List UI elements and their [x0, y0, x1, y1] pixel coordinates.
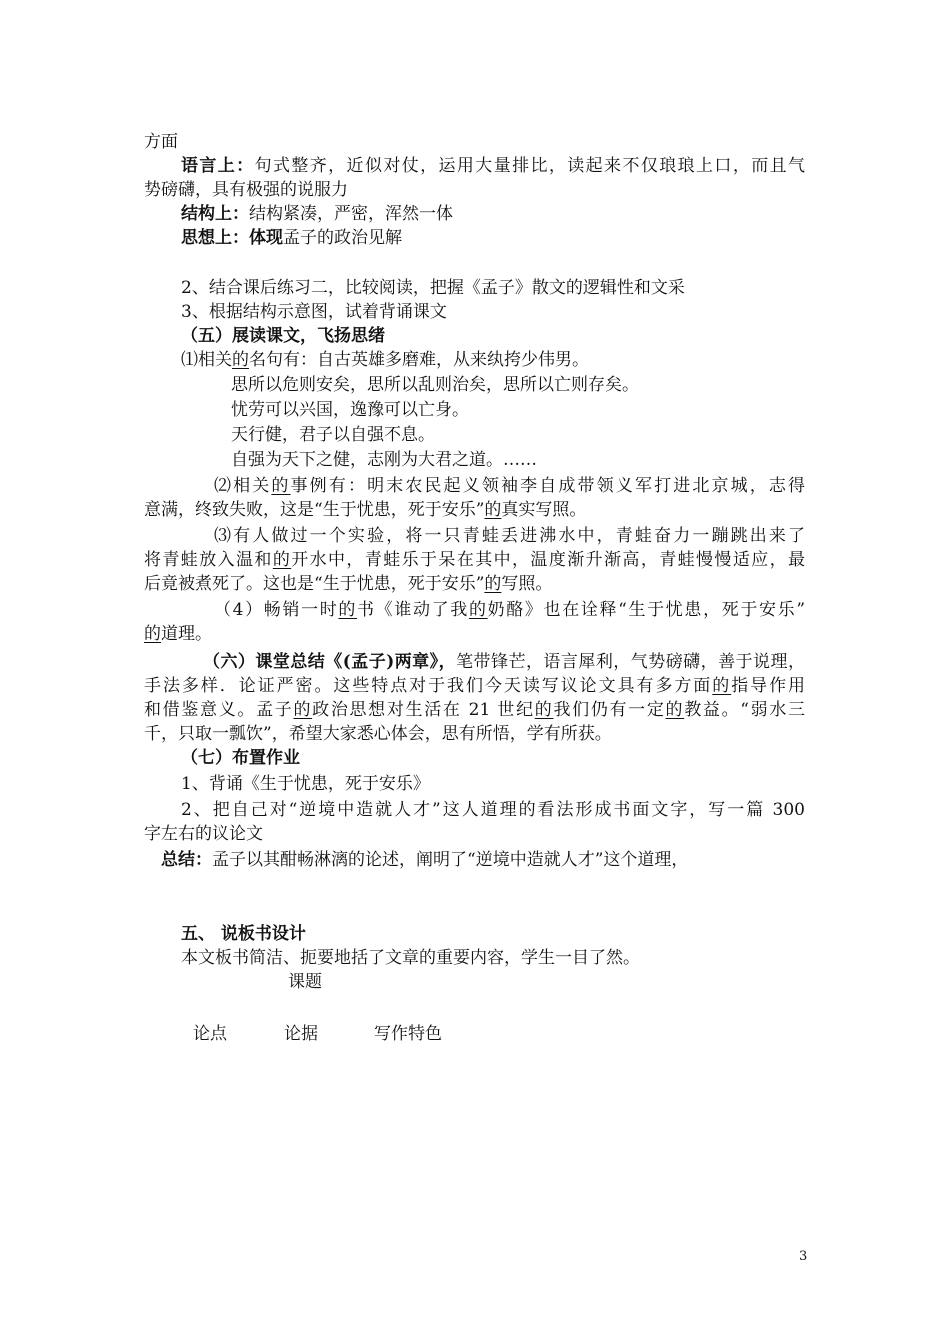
summary-line: 手法多样．论证严密。这些特点对于我们今天读写议论文具有多方面的指导作用	[144, 676, 806, 696]
quote-line: 忧劳可以兴国，逸豫可以亡身。	[231, 400, 469, 420]
quote-line: 自强为天下之健，志刚为大君之道。……	[231, 450, 537, 470]
homework-item: 字左右的议论文	[144, 824, 263, 844]
quote-line: 思所以危则安矣，思所以乱则治矣，思所以亡则存矣。	[231, 375, 639, 395]
section-heading: （七）布置作业	[181, 748, 300, 768]
summary-line: 千，只取一瓢饮”，希望大家悉心体会，思有所悟，学有所获。	[144, 724, 612, 744]
paragraph-line: 意满，终致失败，这是“生于忧患，死于安乐”的真实写照。	[144, 500, 587, 520]
homework-item: 1、背诵《生于忧患，死于安乐》	[181, 774, 430, 794]
board-title: 课题	[288, 972, 322, 992]
board-heading: 五、 说板书设计	[181, 924, 306, 944]
language-point: 语言上：句式整齐，近似对仗，运用大量排比，读起来不仅琅琅上口，而且气	[181, 156, 806, 176]
paragraph-line: ⑵相关的事例有：明末农民起义领袖李自成带领义军打进北京城，志得	[214, 476, 806, 496]
paragraph-line: 的道理。	[144, 624, 212, 644]
summary-line: 和借鉴意义。孟子的政治思想对生活在 21 世纪的我们仍有一定的教益。“弱水三	[144, 700, 806, 720]
page-number: 3	[799, 1249, 808, 1264]
paragraph-line: （4）畅销一时的书《谁动了我的奶酪》也在诠释“生于忧患，死于安乐”	[214, 600, 806, 620]
homework-item: 2、把自己对“逆境中造就人才”这人道理的看法形成书面文字，写一篇 300	[181, 800, 805, 820]
board-item: 写作特色	[374, 1024, 442, 1044]
paragraph-line: 后竟被煮死了。这也是“生于忧患，死于安乐”的写照。	[144, 574, 553, 594]
text-line: 势磅礴，具有极强的说服力	[144, 180, 348, 200]
conclusion-line: 总结：孟子以其酣畅淋漓的论述，阐明了“逆境中造就人才”这个道理，	[161, 850, 689, 870]
paragraph-line: ⑶有人做过一个实验，将一只青蛙丢进沸水中，青蛙奋力一蹦跳出来了	[214, 526, 805, 546]
summary-line: （六）课堂总结《(孟子)两章》，笔带锋芒，语言犀利，气势磅礴，善于说理，	[203, 652, 805, 672]
section-heading: （五）展读课文，飞扬思绪	[181, 326, 385, 346]
board-description: 本文板书简洁、扼要地括了文章的重要内容，学生一目了然。	[181, 948, 640, 968]
task-item: 3、根据结构示意图，试着背诵课文	[181, 302, 447, 322]
board-item: 论据	[284, 1024, 318, 1044]
text-line: 方面	[144, 132, 178, 152]
board-item: 论点	[193, 1024, 227, 1044]
task-item: 2、结合课后练习二，比较阅读，把握《孟子》散文的逻辑性和文采	[181, 278, 685, 298]
paragraph-line: ⑴相关的名句有：自古英雄多磨难，从来纨挎少伟男。	[181, 350, 589, 370]
structure-point: 结构上：结构紧凑，严密，浑然一体	[181, 204, 453, 224]
quote-line: 天行健，君子以自强不息。	[231, 425, 435, 445]
paragraph-line: 将青蛙放入温和的开水中，青蛙乐于呆在其中，温度渐升渐高，青蛙慢慢适应，最	[144, 550, 806, 570]
thought-point: 思想上：体现孟子的政治见解	[181, 228, 402, 248]
